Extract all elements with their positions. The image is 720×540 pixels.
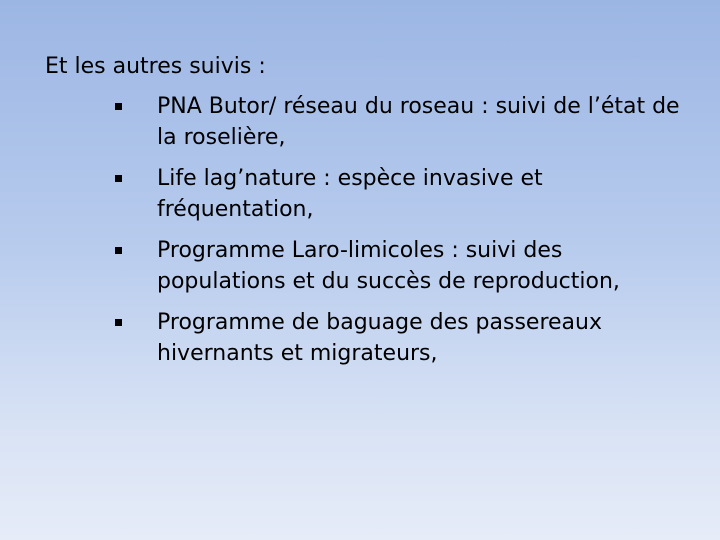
bullet-text: Programme Laro-limicoles : suivi des populations et du succès de reproduction, [157,238,620,294]
bullet-item [110,307,697,369]
bullet-text: Programme de baguage des passereaux hivernants et migrateurs, [157,310,603,366]
square-bullet-icon [115,103,122,110]
bullet-text: PNA Butor/ réseau du roseau : suivi de l’état de la roselière, [157,94,680,150]
bullet-item [110,235,697,297]
square-bullet-icon [115,175,122,182]
square-bullet-icon [115,319,122,326]
bullet-item [110,91,697,153]
bullet-item [110,163,697,225]
intro-text: Et les autres suivis : [45,54,266,79]
bullet-list [110,91,710,379]
square-bullet-icon [115,247,122,254]
bullet-text: Life lag’nature : espèce invasive et fréquentation, [157,166,543,222]
